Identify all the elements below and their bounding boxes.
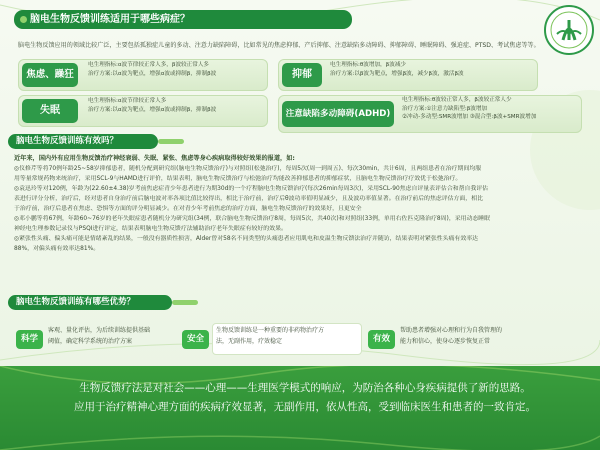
section-tail bbox=[172, 300, 198, 305]
advantage-text-scientific bbox=[48, 325, 150, 347]
section-title-advantages bbox=[8, 295, 172, 310]
advantage-line: 阈值，确定科学系统的治疗方案 bbox=[48, 338, 133, 345]
effectiveness-line: 于治疗前，治疗后患者在焦虑、恐惧等方面的评分明显减少。在对青少年考前焦虑的治疗方面，脑电生物反馈治疗的效果好，且更安全 bbox=[14, 206, 362, 212]
section-title-text: 脑电生物反馈训练有哪些优势？ bbox=[16, 297, 136, 307]
footer-text bbox=[70, 379, 540, 417]
symptom-desc-anxiety bbox=[88, 61, 216, 79]
section-title-text: 脑电生物反馈训练有效吗？ bbox=[16, 136, 119, 146]
effectiveness-line: 神经电生理参数记录仪与PSQI进行评定，结果表明脑电生物反馈疗法辅助治疗老年失眠症有较好的效果。 bbox=[14, 226, 287, 232]
effectiveness-line: 88%，对偏头痛有效率达81%。 bbox=[14, 246, 100, 252]
symptom-desc-adhd bbox=[402, 96, 536, 122]
section-tail bbox=[158, 139, 184, 144]
page-title-text: 脑电生物反馈训练适用于哪些病症？ bbox=[30, 14, 190, 25]
effectiveness-line: ◎邓小鹏等将67例，年龄60~76岁的老年失眠症患者随机分为研究组(34例，联合脑电生物反馈治疗8周，每周5次，共40次)和对照组(33例，单用右佐匹克隆治疗8周)，采用动态睡眠 bbox=[14, 216, 491, 222]
effectiveness-line: ◎仪修芹等将70例年龄25~58岁抑郁患者，随机分配到研究组(脑电生物反馈治疗)与对照组(松弛治疗)，每周5次(周一到周五)、每次30min，共计6周，且两组患者在治疗期间均服 bbox=[14, 166, 482, 172]
symptom-desc-insomnia bbox=[88, 97, 216, 115]
footer-line: 应用于治疗精神心理方面的疾病疗效显著，无副作用，依从性高，受到临床医生和患者的一致肯定。 bbox=[74, 401, 536, 413]
symptom-desc-depression bbox=[330, 61, 464, 79]
advantage-line: 帮助患者增强对心理和行为自我管理的 bbox=[400, 327, 503, 334]
footer-line: 生物反馈疗法是对社会——心理——生理医学模式的响应，为防治各种心身疾病提供了新的思路。 bbox=[79, 382, 531, 394]
symptom-tag-anxiety: 焦虑、躁狂 bbox=[22, 63, 78, 87]
effectiveness-lead: 近年来，国内外有应用生物反馈治疗神经衰弱、失眠、紧张、焦虑等身心疾病取得较好效果的报道，如: bbox=[14, 155, 295, 162]
section-title-effectiveness bbox=[8, 134, 158, 149]
advantage-line: 法，无副作用，疗效稳定 bbox=[216, 338, 283, 345]
effectiveness-line: 表进行评分分析，治疗后，经对患者自身治疗前后脑电波对率各项比值比较得出，相比于治疗前，治疗后θ波功率值明显减少，且及波功率值显著。在治疗前后的焦虑评估方面，相比 bbox=[14, 196, 483, 202]
title-dot-icon bbox=[20, 16, 27, 23]
symptom-tag-adhd: 注意缺陷多动障碍(ADHD) bbox=[282, 101, 394, 127]
symptom-line: 治疗方案:①注意力缺陷型:β波增加 bbox=[402, 105, 488, 112]
symptom-line: ②冲动-多动型:SMR波增加 ③混合型:β波+SMR波增加 bbox=[402, 114, 537, 120]
symptom-tag-insomnia: 失眠 bbox=[22, 99, 78, 123]
symptom-line: 电生理指标:α波节律较正常人多，β波较正常人多 bbox=[88, 62, 210, 68]
symptom-line: 治疗方案:以α波为靶点，增强α波或抑制β，抑制β波 bbox=[88, 71, 217, 77]
effectiveness-line: ◎袁迅玲等对120例，年龄为(22.60±4.38)岁考前焦虑症青少年患者进行为期30d的一个疗程脑电生物反馈治疗(每次26min每周3次)，采用SCL-90焦虑自评量表评估合和帮自我评估 bbox=[14, 186, 489, 192]
advantage-badge-scientific: 科学 bbox=[16, 330, 43, 349]
advantage-badge-safe: 安全 bbox=[182, 330, 209, 349]
symptom-line: 电生理指标:θ波较正常人多，β波较正常人少 bbox=[402, 97, 512, 103]
page-title bbox=[14, 10, 352, 29]
symptom-line: 治疗方案:以β波为靶点，增强β波，减少β波，激活β波 bbox=[330, 71, 464, 77]
symptom-line: 治疗方案:以α波为靶点，增强α波或抑制β，抑制β波 bbox=[88, 107, 217, 113]
symptom-line: 电生理指标:θ波增加，β波减少 bbox=[330, 62, 407, 68]
effectiveness-line: 用等量常规药物来统治疗，采用SCL-9与HAMD进行评价，结果表明，脑电生物反馈治疗与松弛治疗均能改善抑郁患者的抑郁症状，且脑电生物反馈治疗疗效优于松弛治疗。 bbox=[14, 176, 462, 182]
advantage-line: 客观、量化评估，为后续训练提供基础 bbox=[48, 327, 151, 334]
intro-text: 脑电生物反馈应用的领域比较广泛，主要包括孤独症儿童的多动、注意力缺陷障碍，比如常见的焦虑抑郁、产后抑郁、注意缺陷多动障碍、抑郁障碍、睡眠障碍、强迫症、PTSD、考试焦虑等等。 bbox=[18, 42, 540, 49]
advantage-text-effective bbox=[400, 325, 502, 347]
symptom-tag-depression: 抑郁 bbox=[282, 63, 322, 87]
effectiveness-body bbox=[14, 154, 592, 254]
advantage-text-safe bbox=[216, 325, 324, 347]
advantage-badge-effective: 有效 bbox=[368, 330, 395, 349]
advantage-line: 能力和信心，使身心逐步恢复正常 bbox=[400, 338, 491, 345]
symptom-line: 电生理指标:α波节律较正常人多 bbox=[88, 98, 167, 104]
effectiveness-line: ◎紧张性头痛、偏头痛可能是情绪紊乱的结果，一般没有器质性损害，Alder曾对58名不同类型的头痛患者应用肌电和皮温生物反馈法治疗并随访，结果表明对紧张性头痛有效率达 bbox=[14, 236, 478, 242]
advantage-line: 生物反馈训练是一种重要的非药物治疗方 bbox=[216, 327, 325, 334]
